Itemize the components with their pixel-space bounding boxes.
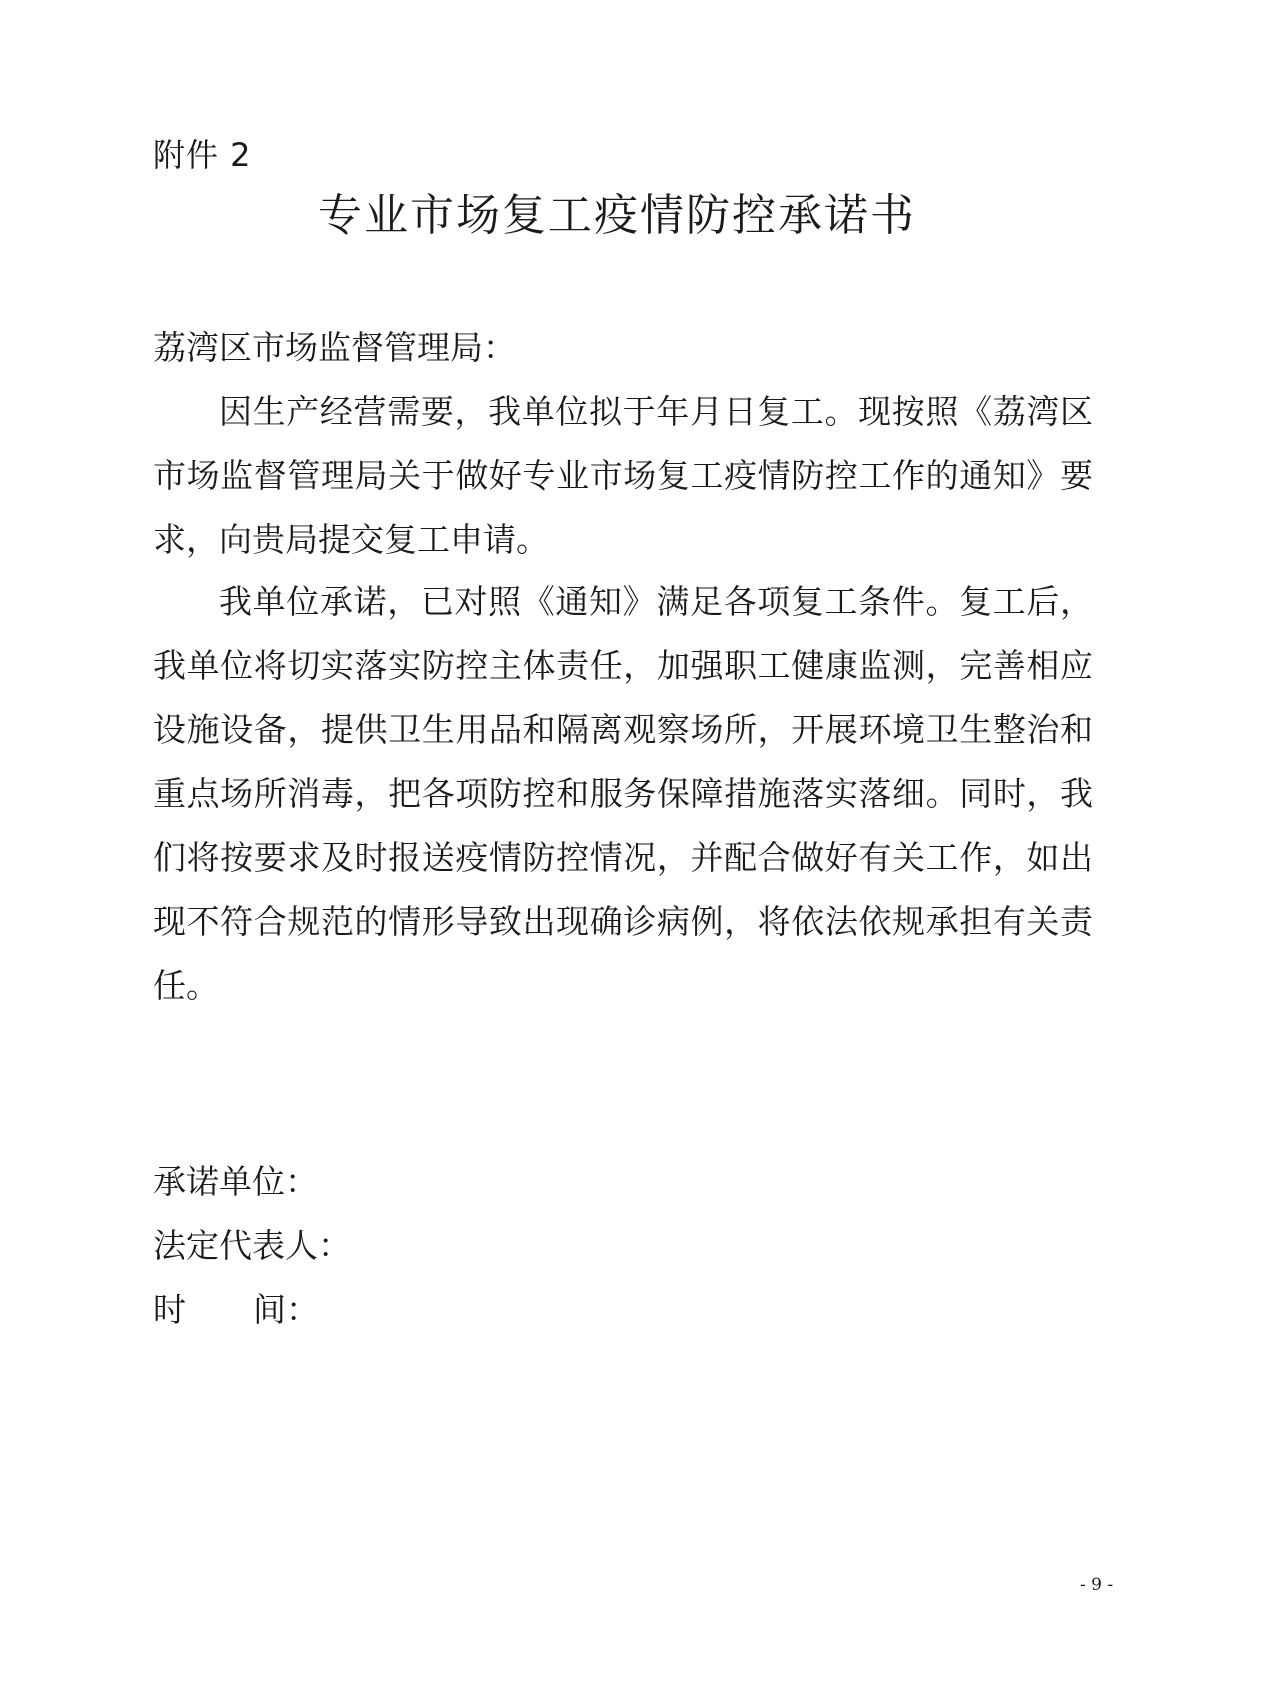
signature-time-char-2: 间： xyxy=(253,1290,319,1329)
signature-unit-label: 承诺单位： xyxy=(153,1162,318,1201)
letter-addressee: 荔湾区市场监督管理局： xyxy=(153,328,516,367)
body-paragraph-2: 我单位承诺，已对照《通知》满足各项复工条件。复工后，我单位将切实落实防控主体责任，加强职工健康监测，完善相应设施设备，提供卫生用品和隔离观察场所，开展环境卫生整治和重点场所消毒，把各项防控和服务保障措施落实落细。同时，我们将按要求及时报送疫情防控情况，并配合做好有关工作，如出现不符合规范的情形导致出现确诊病例，将依法依规承担有关责任。 xyxy=(153,582,1093,1005)
body-paragraph-1: 因生产经营需要，我单位拟于年月日复工。现按照《荔湾区市场监督管理局关于做好专业市场复工疫情防控工作的通知》要求，向贵局提交复工申请。 xyxy=(153,392,1093,559)
signature-time-char-1: 时 xyxy=(153,1290,186,1329)
signature-time-label xyxy=(153,1286,319,1334)
document-title: 专业市场复工疫情防控承诺书 xyxy=(318,190,916,241)
page-number: - 9 - xyxy=(1080,1575,1114,1595)
attachment-label: 附件 2 xyxy=(153,136,252,174)
signature-representative-label: 法定代表人： xyxy=(153,1226,351,1265)
